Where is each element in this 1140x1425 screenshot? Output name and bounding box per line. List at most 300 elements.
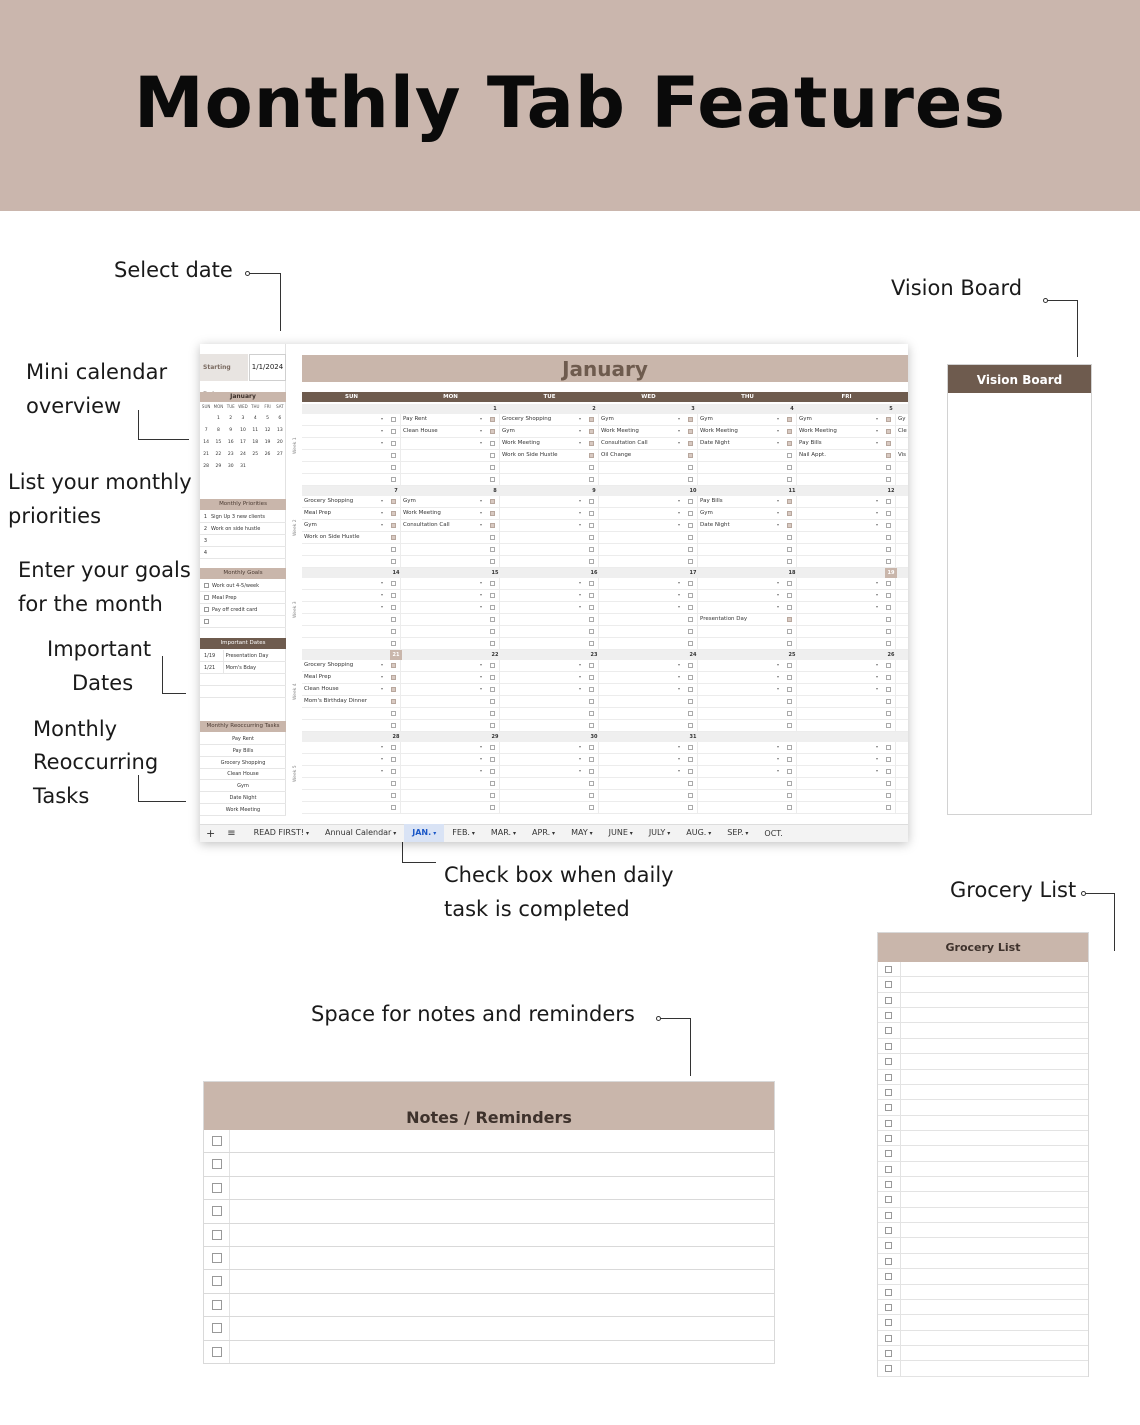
task-checkbox[interactable]: [490, 605, 495, 610]
dropdown-arrow-icon[interactable]: ▾: [579, 592, 582, 597]
task-checkbox[interactable]: [589, 535, 594, 540]
mini-day-cell[interactable]: 22: [215, 452, 222, 457]
task-checkbox[interactable]: [391, 417, 396, 422]
task-checkbox[interactable]: [688, 417, 693, 422]
task-checkbox[interactable]: [490, 757, 495, 762]
grocery-checkbox[interactable]: [885, 997, 892, 1004]
grocery-checkbox[interactable]: [885, 1365, 892, 1372]
tab-dropdown-icon[interactable]: ▾: [743, 830, 749, 837]
task-checkbox[interactable]: [787, 465, 792, 470]
task-checkbox[interactable]: [787, 699, 792, 704]
task-checkbox[interactable]: [787, 453, 792, 458]
dropdown-arrow-icon[interactable]: ▾: [381, 604, 384, 609]
task-checkbox[interactable]: [490, 723, 495, 728]
dropdown-arrow-icon[interactable]: ▾: [876, 744, 879, 749]
dropdown-arrow-icon[interactable]: ▾: [480, 768, 483, 773]
dropdown-arrow-icon[interactable]: ▾: [579, 580, 582, 585]
task-checkbox[interactable]: [391, 805, 396, 810]
mini-day-cell[interactable]: 21: [203, 452, 209, 457]
task-checkbox[interactable]: [787, 581, 792, 586]
task-checkbox[interactable]: [589, 523, 594, 528]
task-checkbox[interactable]: [391, 745, 396, 750]
grocery-checkbox[interactable]: [885, 1212, 892, 1219]
task-checkbox[interactable]: [886, 781, 891, 786]
grocery-checkbox[interactable]: [885, 1335, 892, 1342]
task-checkbox[interactable]: [787, 711, 792, 716]
task-checkbox[interactable]: [886, 523, 891, 528]
task-checkbox[interactable]: [688, 523, 693, 528]
mini-day-cell[interactable]: 15: [215, 440, 222, 445]
dropdown-arrow-icon[interactable]: ▾: [381, 592, 384, 597]
task-checkbox[interactable]: [886, 641, 891, 646]
task-checkbox[interactable]: [886, 605, 891, 610]
note-checkbox[interactable]: [212, 1347, 222, 1357]
starting-date-input[interactable]: 1/1/2024: [249, 354, 286, 381]
task-checkbox[interactable]: [391, 663, 396, 668]
sheet-tab[interactable]: [483, 824, 524, 842]
task-checkbox[interactable]: [787, 675, 792, 680]
task-checkbox[interactable]: [391, 559, 396, 564]
task-checkbox[interactable]: [787, 641, 792, 646]
task-checkbox[interactable]: [391, 441, 396, 446]
task-checkbox[interactable]: [688, 499, 693, 504]
dropdown-arrow-icon[interactable]: ▾: [579, 768, 582, 773]
task-checkbox[interactable]: [886, 769, 891, 774]
task-checkbox[interactable]: [391, 699, 396, 704]
grocery-checkbox[interactable]: [885, 1058, 892, 1065]
dropdown-arrow-icon[interactable]: ▾: [381, 498, 384, 503]
task-checkbox[interactable]: [490, 641, 495, 646]
task-checkbox[interactable]: [490, 769, 495, 774]
dropdown-arrow-icon[interactable]: ▾: [876, 674, 879, 679]
tab-dropdown-icon[interactable]: ▾: [431, 830, 437, 837]
task-checkbox[interactable]: [391, 593, 396, 598]
task-checkbox[interactable]: [589, 711, 594, 716]
task-checkbox[interactable]: [787, 547, 792, 552]
dropdown-arrow-icon[interactable]: ▾: [678, 440, 681, 445]
priority-row[interactable]: [200, 535, 286, 547]
dropdown-arrow-icon[interactable]: ▾: [381, 510, 384, 515]
dropdown-arrow-icon[interactable]: ▾: [678, 662, 681, 667]
task-checkbox[interactable]: [589, 511, 594, 516]
task-checkbox[interactable]: [886, 675, 891, 680]
dropdown-arrow-icon[interactable]: ▾: [876, 768, 879, 773]
mini-day-cell[interactable]: 16: [227, 440, 234, 445]
dropdown-arrow-icon[interactable]: ▾: [678, 744, 681, 749]
dropdown-arrow-icon[interactable]: ▾: [777, 674, 780, 679]
dropdown-arrow-icon[interactable]: ▾: [480, 428, 483, 433]
task-checkbox[interactable]: [886, 417, 891, 422]
dropdown-arrow-icon[interactable]: ▾: [876, 580, 879, 585]
dropdown-arrow-icon[interactable]: ▾: [480, 662, 483, 667]
task-checkbox[interactable]: [589, 781, 594, 786]
dropdown-arrow-icon[interactable]: ▾: [579, 440, 582, 445]
task-checkbox[interactable]: [886, 581, 891, 586]
task-checkbox[interactable]: [589, 547, 594, 552]
task-checkbox[interactable]: [787, 781, 792, 786]
task-checkbox[interactable]: [688, 581, 693, 586]
task-checkbox[interactable]: [688, 547, 693, 552]
task-checkbox[interactable]: [490, 805, 495, 810]
task-checkbox[interactable]: [490, 441, 495, 446]
dropdown-arrow-icon[interactable]: ▾: [579, 686, 582, 691]
dropdown-arrow-icon[interactable]: ▾: [777, 756, 780, 761]
task-checkbox[interactable]: [589, 441, 594, 446]
task-checkbox[interactable]: [589, 499, 594, 504]
mini-day-cell[interactable]: 8: [216, 428, 220, 433]
dropdown-arrow-icon[interactable]: ▾: [381, 768, 384, 773]
task-checkbox[interactable]: [589, 723, 594, 728]
mini-day-cell[interactable]: 31: [240, 464, 246, 469]
note-checkbox[interactable]: [212, 1300, 222, 1310]
mini-day-cell[interactable]: [200, 414, 212, 423]
task-checkbox[interactable]: [490, 675, 495, 680]
grocery-checkbox[interactable]: [885, 981, 892, 988]
task-checkbox[interactable]: [688, 699, 693, 704]
grocery-checkbox[interactable]: [885, 1074, 892, 1081]
priority-row[interactable]: [200, 523, 286, 535]
dropdown-arrow-icon[interactable]: ▾: [876, 416, 879, 421]
task-checkbox[interactable]: [391, 499, 396, 504]
task-checkbox[interactable]: [886, 723, 891, 728]
dropdown-arrow-icon[interactable]: ▾: [579, 416, 582, 421]
dropdown-arrow-icon[interactable]: ▾: [777, 510, 780, 515]
dropdown-arrow-icon[interactable]: ▾: [777, 686, 780, 691]
task-checkbox[interactable]: [688, 605, 693, 610]
dropdown-arrow-icon[interactable]: ▾: [876, 592, 879, 597]
sheet-tab[interactable]: [678, 824, 719, 842]
dropdown-arrow-icon[interactable]: ▾: [777, 498, 780, 503]
task-checkbox[interactable]: [490, 629, 495, 634]
mini-day-cell[interactable]: 13: [276, 428, 283, 433]
dropdown-arrow-icon[interactable]: ▾: [678, 756, 681, 761]
dropdown-arrow-icon[interactable]: ▾: [480, 674, 483, 679]
dropdown-arrow-icon[interactable]: ▾: [579, 744, 582, 749]
task-checkbox[interactable]: [490, 523, 495, 528]
grocery-checkbox[interactable]: [885, 1227, 892, 1234]
task-checkbox[interactable]: [688, 757, 693, 762]
task-checkbox[interactable]: [589, 581, 594, 586]
mini-day-cell[interactable]: 10: [240, 428, 246, 433]
note-checkbox[interactable]: [212, 1206, 222, 1216]
dropdown-arrow-icon[interactable]: ▾: [381, 440, 384, 445]
task-checkbox[interactable]: [391, 465, 396, 470]
dropdown-arrow-icon[interactable]: ▾: [678, 522, 681, 527]
dropdown-arrow-icon[interactable]: ▾: [579, 522, 582, 527]
mini-day-cell[interactable]: 25: [252, 452, 259, 457]
task-checkbox[interactable]: [886, 617, 891, 622]
dropdown-arrow-icon[interactable]: ▾: [381, 662, 384, 667]
task-checkbox[interactable]: [787, 805, 792, 810]
mini-day-cell[interactable]: 17: [240, 440, 246, 445]
task-checkbox[interactable]: [886, 477, 891, 482]
dropdown-arrow-icon[interactable]: ▾: [678, 580, 681, 585]
dropdown-arrow-icon[interactable]: ▾: [381, 416, 384, 421]
task-checkbox[interactable]: [688, 675, 693, 680]
mini-day-cell[interactable]: 18: [252, 440, 259, 445]
dropdown-arrow-icon[interactable]: ▾: [876, 510, 879, 515]
sheet-tab[interactable]: [601, 824, 641, 842]
task-checkbox[interactable]: [589, 793, 594, 798]
note-checkbox[interactable]: [212, 1230, 222, 1240]
goal-checkbox[interactable]: [204, 595, 209, 600]
task-checkbox[interactable]: [688, 781, 693, 786]
dropdown-arrow-icon[interactable]: ▾: [381, 686, 384, 691]
task-checkbox[interactable]: [688, 453, 693, 458]
dropdown-arrow-icon[interactable]: ▾: [678, 686, 681, 691]
task-checkbox[interactable]: [886, 805, 891, 810]
dropdown-arrow-icon[interactable]: ▾: [777, 580, 780, 585]
dropdown-arrow-icon[interactable]: ▾: [678, 498, 681, 503]
dropdown-arrow-icon[interactable]: ▾: [876, 662, 879, 667]
dropdown-arrow-icon[interactable]: ▾: [579, 662, 582, 667]
task-checkbox[interactable]: [787, 593, 792, 598]
dropdown-arrow-icon[interactable]: ▾: [678, 604, 681, 609]
dropdown-arrow-icon[interactable]: ▾: [381, 674, 384, 679]
grocery-checkbox[interactable]: [885, 1043, 892, 1050]
dropdown-arrow-icon[interactable]: ▾: [579, 756, 582, 761]
task-checkbox[interactable]: [886, 511, 891, 516]
task-checkbox[interactable]: [490, 477, 495, 482]
mini-day-cell[interactable]: 2: [229, 416, 233, 421]
dropdown-arrow-icon[interactable]: ▾: [480, 510, 483, 515]
sheet-tab[interactable]: [563, 824, 601, 842]
task-checkbox[interactable]: [391, 757, 396, 762]
add-sheet-icon[interactable]: +: [206, 827, 216, 840]
sheet-tab[interactable]: [719, 824, 756, 842]
mini-day-cell[interactable]: [261, 462, 273, 471]
task-checkbox[interactable]: [886, 757, 891, 762]
goal-checkbox[interactable]: [204, 607, 209, 612]
task-checkbox[interactable]: [391, 581, 396, 586]
task-checkbox[interactable]: [391, 711, 396, 716]
priority-row[interactable]: [200, 511, 286, 523]
task-checkbox[interactable]: [391, 641, 396, 646]
goal-checkbox[interactable]: [204, 583, 209, 588]
task-checkbox[interactable]: [688, 511, 693, 516]
mini-day-cell[interactable]: 12: [264, 428, 271, 433]
task-checkbox[interactable]: [787, 523, 792, 528]
grocery-checkbox[interactable]: [885, 1258, 892, 1265]
task-checkbox[interactable]: [688, 687, 693, 692]
task-checkbox[interactable]: [490, 617, 495, 622]
task-checkbox[interactable]: [391, 769, 396, 774]
mini-day-cell[interactable]: [249, 462, 261, 471]
grocery-checkbox[interactable]: [885, 1027, 892, 1034]
tab-dropdown-icon[interactable]: ▾: [665, 830, 671, 837]
task-checkbox[interactable]: [787, 441, 792, 446]
task-checkbox[interactable]: [787, 663, 792, 668]
note-checkbox[interactable]: [212, 1253, 222, 1263]
note-checkbox[interactable]: [212, 1159, 222, 1169]
mini-day-cell[interactable]: 29: [215, 464, 222, 469]
task-checkbox[interactable]: [391, 605, 396, 610]
task-checkbox[interactable]: [391, 535, 396, 540]
task-checkbox[interactable]: [391, 429, 396, 434]
task-checkbox[interactable]: [787, 499, 792, 504]
task-checkbox[interactable]: [490, 429, 495, 434]
dropdown-arrow-icon[interactable]: ▾: [381, 744, 384, 749]
task-checkbox[interactable]: [886, 663, 891, 668]
task-checkbox[interactable]: [589, 745, 594, 750]
task-checkbox[interactable]: [490, 711, 495, 716]
dropdown-arrow-icon[interactable]: ▾: [579, 428, 582, 433]
task-checkbox[interactable]: [391, 617, 396, 622]
mini-day-cell[interactable]: 30: [227, 464, 234, 469]
task-checkbox[interactable]: [391, 477, 396, 482]
grocery-checkbox[interactable]: [885, 1242, 892, 1249]
mini-day-cell[interactable]: 24: [240, 452, 246, 457]
task-checkbox[interactable]: [886, 559, 891, 564]
grocery-checkbox[interactable]: [885, 1089, 892, 1096]
task-checkbox[interactable]: [589, 453, 594, 458]
task-checkbox[interactable]: [787, 511, 792, 516]
grocery-checkbox[interactable]: [885, 1196, 892, 1203]
mini-day-cell[interactable]: 9: [229, 428, 233, 433]
dropdown-arrow-icon[interactable]: ▾: [777, 522, 780, 527]
task-checkbox[interactable]: [589, 757, 594, 762]
tab-dropdown-icon[interactable]: ▾: [469, 830, 475, 837]
task-checkbox[interactable]: [688, 663, 693, 668]
task-checkbox[interactable]: [886, 593, 891, 598]
task-checkbox[interactable]: [886, 465, 891, 470]
task-checkbox[interactable]: [490, 793, 495, 798]
dropdown-arrow-icon[interactable]: ▾: [480, 416, 483, 421]
task-checkbox[interactable]: [589, 477, 594, 482]
task-checkbox[interactable]: [490, 417, 495, 422]
task-checkbox[interactable]: [688, 593, 693, 598]
task-checkbox[interactable]: [490, 699, 495, 704]
priority-row[interactable]: [200, 547, 286, 559]
task-checkbox[interactable]: [589, 641, 594, 646]
task-checkbox[interactable]: [490, 581, 495, 586]
dropdown-arrow-icon[interactable]: ▾: [777, 428, 780, 433]
all-sheets-icon[interactable]: ≡: [227, 828, 236, 839]
sheet-tab[interactable]: [317, 824, 404, 842]
dropdown-arrow-icon[interactable]: ▾: [381, 428, 384, 433]
dropdown-arrow-icon[interactable]: ▾: [678, 416, 681, 421]
dropdown-arrow-icon[interactable]: ▾: [381, 756, 384, 761]
grocery-checkbox[interactable]: [885, 1181, 892, 1188]
task-checkbox[interactable]: [490, 781, 495, 786]
task-checkbox[interactable]: [589, 629, 594, 634]
dropdown-arrow-icon[interactable]: ▾: [777, 662, 780, 667]
dropdown-arrow-icon[interactable]: ▾: [480, 744, 483, 749]
dropdown-arrow-icon[interactable]: ▾: [579, 498, 582, 503]
sheet-tab[interactable]: [756, 825, 790, 843]
sheet-tab[interactable]: [524, 824, 563, 842]
dropdown-arrow-icon[interactable]: ▾: [480, 686, 483, 691]
dropdown-arrow-icon[interactable]: ▾: [876, 756, 879, 761]
task-checkbox[interactable]: [688, 617, 693, 622]
dropdown-arrow-icon[interactable]: ▾: [876, 604, 879, 609]
task-checkbox[interactable]: [688, 769, 693, 774]
task-checkbox[interactable]: [787, 535, 792, 540]
dropdown-arrow-icon[interactable]: ▾: [381, 522, 384, 527]
tab-dropdown-icon[interactable]: ▾: [627, 830, 633, 837]
dropdown-arrow-icon[interactable]: ▾: [480, 522, 483, 527]
task-checkbox[interactable]: [688, 711, 693, 716]
task-checkbox[interactable]: [787, 629, 792, 634]
task-checkbox[interactable]: [787, 417, 792, 422]
task-checkbox[interactable]: [589, 663, 594, 668]
dropdown-arrow-icon[interactable]: ▾: [381, 580, 384, 585]
task-checkbox[interactable]: [688, 535, 693, 540]
task-checkbox[interactable]: [589, 675, 594, 680]
grocery-checkbox[interactable]: [885, 1273, 892, 1280]
sheet-tab[interactable]: [641, 824, 678, 842]
note-checkbox[interactable]: [212, 1323, 222, 1333]
task-checkbox[interactable]: [688, 723, 693, 728]
mini-day-cell[interactable]: 3: [241, 416, 245, 421]
mini-day-cell[interactable]: 4: [253, 416, 257, 421]
grocery-checkbox[interactable]: [885, 1350, 892, 1357]
task-checkbox[interactable]: [886, 687, 891, 692]
task-checkbox[interactable]: [589, 429, 594, 434]
task-checkbox[interactable]: [490, 663, 495, 668]
mini-day-cell[interactable]: 5: [266, 416, 269, 421]
note-checkbox[interactable]: [212, 1276, 222, 1286]
note-checkbox[interactable]: [212, 1183, 222, 1193]
task-checkbox[interactable]: [490, 535, 495, 540]
task-checkbox[interactable]: [490, 511, 495, 516]
task-checkbox[interactable]: [490, 499, 495, 504]
task-checkbox[interactable]: [688, 793, 693, 798]
dropdown-arrow-icon[interactable]: ▾: [480, 498, 483, 503]
dropdown-arrow-icon[interactable]: ▾: [777, 592, 780, 597]
note-checkbox[interactable]: [212, 1136, 222, 1146]
task-checkbox[interactable]: [688, 641, 693, 646]
grocery-checkbox[interactable]: [885, 966, 892, 973]
dropdown-arrow-icon[interactable]: ▾: [678, 592, 681, 597]
dropdown-arrow-icon[interactable]: ▾: [480, 440, 483, 445]
task-checkbox[interactable]: [886, 453, 891, 458]
dropdown-arrow-icon[interactable]: ▾: [480, 756, 483, 761]
mini-day-cell[interactable]: 26: [264, 452, 271, 457]
task-checkbox[interactable]: [391, 453, 396, 458]
dropdown-arrow-icon[interactable]: ▾: [480, 592, 483, 597]
task-checkbox[interactable]: [391, 793, 396, 798]
important-date[interactable]: 1/19: [200, 650, 224, 662]
task-checkbox[interactable]: [490, 559, 495, 564]
tab-dropdown-icon[interactable]: ▾: [706, 830, 712, 837]
dropdown-arrow-icon[interactable]: ▾: [678, 428, 681, 433]
sheet-tab[interactable]: [246, 824, 317, 842]
task-checkbox[interactable]: [787, 429, 792, 434]
task-checkbox[interactable]: [688, 465, 693, 470]
task-checkbox[interactable]: [787, 745, 792, 750]
task-checkbox[interactable]: [589, 699, 594, 704]
task-checkbox[interactable]: [589, 559, 594, 564]
tab-dropdown-icon[interactable]: ▾: [587, 830, 593, 837]
task-checkbox[interactable]: [490, 547, 495, 552]
task-checkbox[interactable]: [688, 559, 693, 564]
task-checkbox[interactable]: [688, 441, 693, 446]
dropdown-arrow-icon[interactable]: ▾: [678, 510, 681, 515]
tab-dropdown-icon[interactable]: ▾: [391, 830, 397, 837]
task-checkbox[interactable]: [787, 687, 792, 692]
grocery-checkbox[interactable]: [885, 1120, 892, 1127]
task-checkbox[interactable]: [787, 757, 792, 762]
task-checkbox[interactable]: [886, 699, 891, 704]
grocery-checkbox[interactable]: [885, 1304, 892, 1311]
task-checkbox[interactable]: [886, 629, 891, 634]
dropdown-arrow-icon[interactable]: ▾: [777, 604, 780, 609]
task-checkbox[interactable]: [886, 793, 891, 798]
grocery-checkbox[interactable]: [885, 1150, 892, 1157]
dropdown-arrow-icon[interactable]: ▾: [480, 604, 483, 609]
dropdown-arrow-icon[interactable]: ▾: [777, 440, 780, 445]
